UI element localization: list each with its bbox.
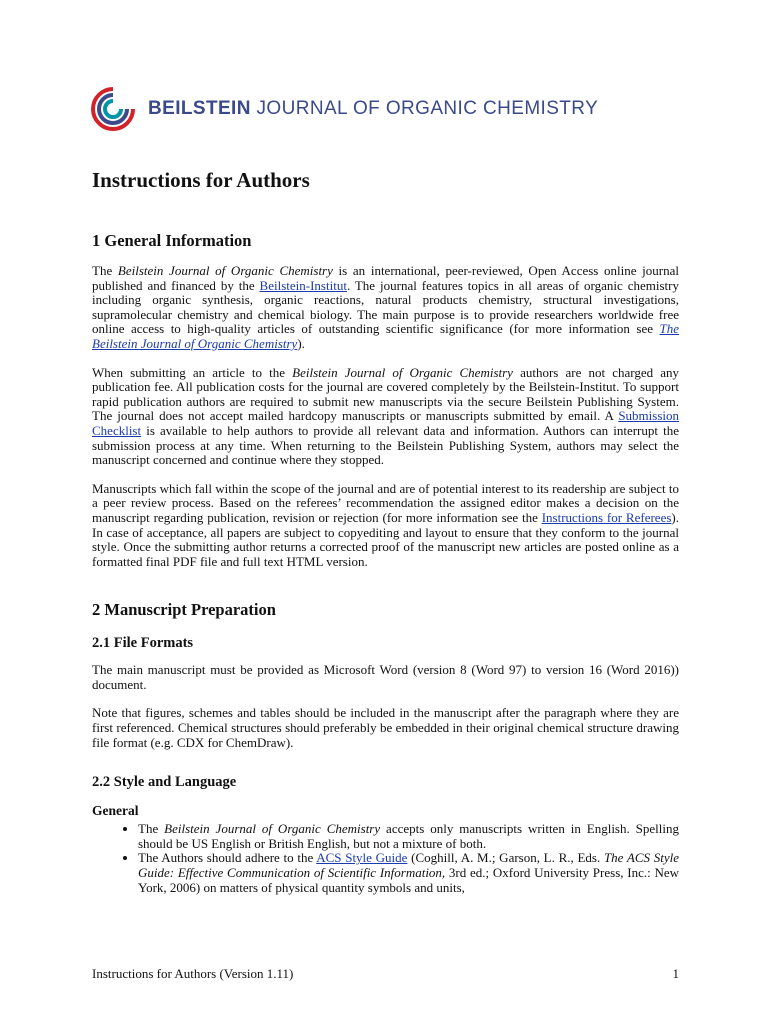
link-beilstein-institut[interactable]: Beilstein-Institut: [259, 277, 347, 293]
document-title: Instructions for Authors: [92, 168, 310, 192]
paragraph: Manuscripts which fall within the scope of the journal and are of potential interest to its readership are subject to a peer review process. Based on the referees’ recommendation the assigned editor makes a decision on the manuscript regarding publication, revision or rejection (for more information see the Instructions for Referees). In case of acceptance, all papers are subject to copyediting and layout to ensure that they conform to the journal style. Once the submitting author returns a corrected proof of the manuscript new articles are posted online as a formatted final PDF file and full text HTML version.: [92, 480, 679, 569]
section-heading-general-information: 1 General Information: [92, 231, 252, 250]
journal-name: [148, 98, 598, 120]
page-footer: [92, 966, 679, 982]
journal-title: Beilstein Journal of Organic Chemistry: [292, 364, 513, 380]
list-item: • The Authors should adhere to the ACS Style Guide (Coghill, A. M.; Garson, L. R., Eds. The ACS Style Guide: Effective Communication of Scientific Information, 3rd ed.; Oxford University Press, Inc.: New York, 2006) on matters of physical quantity symbols and units,: [138, 851, 679, 895]
page-number: 1: [672, 966, 679, 981]
journal-title: Beilstein Journal of Organic Chemistry: [117, 263, 333, 278]
journal-name-bold: BEILSTEIN: [148, 98, 251, 119]
section-heading-manuscript-preparation: 2 Manuscript Preparation: [92, 600, 276, 620]
journal-logo: [90, 86, 598, 132]
link-journal-info[interactable]: The Beilstein Journal of Organic Chemistry: [92, 321, 679, 351]
footer-doc-version: Instructions for Authors (Version 1.11): [92, 966, 294, 981]
link-submission-checklist[interactable]: Submission Checklist: [92, 408, 679, 438]
journal-name-rest: JOURNAL OF ORGANIC CHEMISTRY: [256, 98, 599, 119]
link-instructions-for-referees[interactable]: Instructions for Referees: [541, 509, 672, 525]
paragraph: The main manuscript must be provided as Microsoft Word (version 8 (Word 97) to version 16 (Word 2016)) document.: [92, 662, 679, 692]
subsection-heading-file-formats: 2.1 File Formats: [92, 635, 194, 652]
subheading-general: General: [92, 803, 139, 819]
document-body: [92, 166, 679, 895]
link-acs-style-guide[interactable]: ACS Style Guide: [316, 850, 408, 866]
paragraph: When submitting an article to the Beilstein Journal of Organic Chemistry authors are not charged any publication fee. All publication costs for the journal are covered completely by the Beilstein-Institut. To support rapid publication authors are required to submit new manuscripts via the secure Beilstein Publishing System. The journal does not accept mailed hardcopy manuscripts or manuscripts submitted by email. A Submission Checklist is available to help authors to provide all relevant data and information. Authors can interrupt the submission process at any time. When returning to the Beilstein Publishing System, authors may select the manuscript concerned and continue where they stopped.: [92, 364, 680, 468]
book-title: The ACS Style Guide: Effective Communication of Scientific Information,: [138, 850, 679, 881]
subsection-heading-style-language: 2.2 Style and Language: [92, 774, 237, 791]
bullet-list: [92, 822, 679, 895]
journal-title: Beilstein Journal of Organic Chemistry: [164, 821, 381, 837]
paragraph: Note that figures, schemes and tables should be included in the manuscript after the paragraph where they are first referenced. Chemical structures should preferably be embedded in their original chemical structure drawing file format (e.g. CDX for ChemDraw).: [92, 705, 679, 750]
paragraph: The Beilstein Journal of Organic Chemistry is an international, peer-reviewed, Open Access online journal published and financed by the Beilstein-Institut. The journal features topics in all areas of organic chemistry including organic synthesis, organic reactions, natural products chemistry, structural investigations, supramolecular chemistry and chemical biology. The main purpose is to provide researchers worldwide free online access to high-quality articles of outstanding scientific significance (for more information see The Beilstein Journal of Organic Chemistry).: [92, 263, 680, 351]
beilstein-logo-icon: [90, 86, 136, 132]
list-item: • The Beilstein Journal of Organic Chemistry accepts only manuscripts written in English. Spelling should be US English or British English, but not a mixture of both.: [138, 822, 679, 851]
